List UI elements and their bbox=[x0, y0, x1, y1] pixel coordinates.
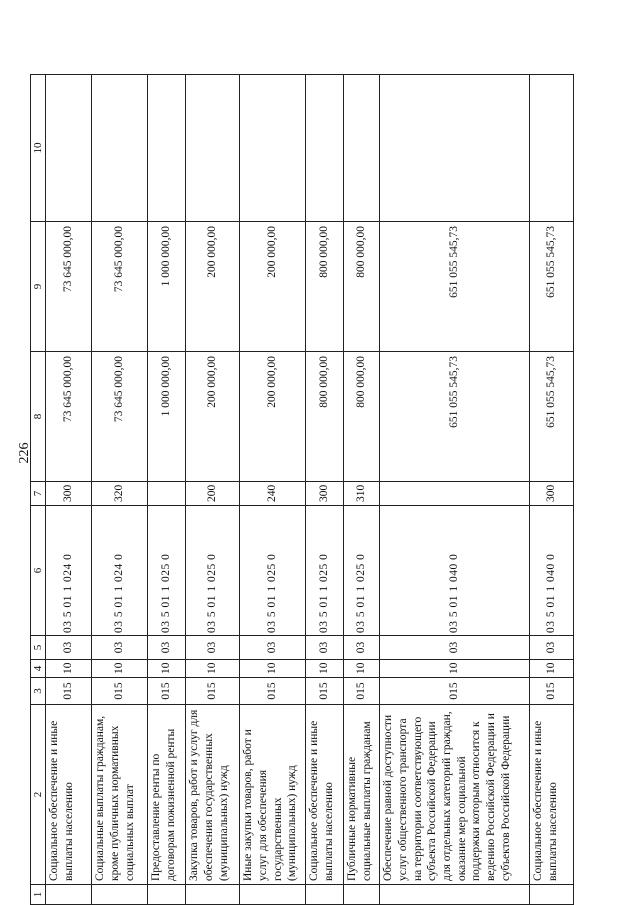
cell-c1 bbox=[344, 885, 380, 905]
table-row bbox=[380, 75, 530, 905]
cell-c4: 10 bbox=[46, 660, 92, 678]
cell-c4: 10 bbox=[92, 660, 148, 678]
cell-c10 bbox=[148, 75, 186, 222]
column-header: 2 bbox=[31, 705, 46, 885]
cell-c3: 015 bbox=[344, 678, 380, 705]
cell-code: 03 5 01 1 025 0 bbox=[148, 506, 186, 636]
cell-c8: 73 645 000,00 bbox=[46, 352, 92, 482]
cell-c9: 73 645 000,00 bbox=[46, 222, 92, 352]
cell-c10 bbox=[92, 75, 148, 222]
cell-c10 bbox=[306, 75, 344, 222]
cell-c3: 015 bbox=[92, 678, 148, 705]
column-number-row bbox=[31, 75, 46, 905]
cell-name: Социальные выплаты гражданам, кроме публичных нормативных социальных выплат bbox=[92, 705, 148, 885]
cell-c7 bbox=[148, 482, 186, 506]
cell-name: Иные закупки товаров, работ и услуг для обеспечения государственных (муниципальных) нужд bbox=[240, 705, 306, 885]
cell-c3: 015 bbox=[148, 678, 186, 705]
cell-c4: 10 bbox=[306, 660, 344, 678]
table-row bbox=[92, 75, 148, 905]
cell-code: 03 5 01 1 025 0 bbox=[344, 506, 380, 636]
cell-c3: 015 bbox=[306, 678, 344, 705]
cell-c7 bbox=[380, 482, 530, 506]
cell-c8: 200 000,00 bbox=[186, 352, 240, 482]
cell-c3: 015 bbox=[240, 678, 306, 705]
cell-c10 bbox=[46, 75, 92, 222]
cell-c10 bbox=[530, 75, 574, 222]
cell-c5: 03 bbox=[186, 636, 240, 660]
column-header: 8 bbox=[31, 352, 46, 482]
cell-c4: 10 bbox=[240, 660, 306, 678]
cell-c7: 310 bbox=[344, 482, 380, 506]
page-number: 226 bbox=[17, 442, 32, 464]
cell-c5: 03 bbox=[306, 636, 344, 660]
column-header: 3 bbox=[31, 678, 46, 705]
cell-c1 bbox=[186, 885, 240, 905]
cell-c7: 320 bbox=[92, 482, 148, 506]
column-header: 1 bbox=[31, 885, 46, 905]
cell-name: Закупка товаров, работ и услуг для обеспечения государственных (муниципальных) нужд bbox=[186, 705, 240, 885]
cell-c5: 03 bbox=[46, 636, 92, 660]
cell-c9: 800 000,00 bbox=[306, 222, 344, 352]
table-row bbox=[148, 75, 186, 905]
cell-c8: 651 055 545,73 bbox=[380, 352, 530, 482]
cell-c8: 200 000,00 bbox=[240, 352, 306, 482]
table-row bbox=[344, 75, 380, 905]
cell-c5: 03 bbox=[92, 636, 148, 660]
cell-c4: 10 bbox=[148, 660, 186, 678]
cell-c5: 03 bbox=[530, 636, 574, 660]
cell-name: Социальное обеспечение и иные выплаты населению bbox=[530, 705, 574, 885]
cell-c10 bbox=[380, 75, 530, 222]
cell-c4: 10 bbox=[530, 660, 574, 678]
cell-c8: 651 055 545,73 bbox=[530, 352, 574, 482]
cell-c4: 10 bbox=[186, 660, 240, 678]
cell-c4: 10 bbox=[380, 660, 530, 678]
column-header: 10 bbox=[31, 75, 46, 222]
cell-c9: 200 000,00 bbox=[186, 222, 240, 352]
cell-c1 bbox=[380, 885, 530, 905]
cell-c3: 015 bbox=[186, 678, 240, 705]
table-row bbox=[46, 75, 92, 905]
cell-c8: 1 000 000,00 bbox=[148, 352, 186, 482]
cell-c9: 800 000,00 bbox=[344, 222, 380, 352]
cell-c9: 651 055 545,73 bbox=[380, 222, 530, 352]
cell-code: 03 5 01 1 025 0 bbox=[240, 506, 306, 636]
cell-c8: 800 000,00 bbox=[306, 352, 344, 482]
cell-c10 bbox=[344, 75, 380, 222]
budget-table bbox=[30, 74, 574, 905]
cell-name: Обеспечение равной доступности услуг общественного транспорта на территории соответствующего субъекта Российской Федерации для отдельных категорий граждан, оказание мер социальной поддержки которым относится к ведению Российской Федерации и субъектов Российской Федерации bbox=[380, 705, 530, 885]
cell-code: 03 5 01 1 040 0 bbox=[530, 506, 574, 636]
cell-c5: 03 bbox=[344, 636, 380, 660]
cell-code: 03 5 01 1 024 0 bbox=[92, 506, 148, 636]
budget-table-sheet bbox=[30, 75, 559, 905]
column-header: 7 bbox=[31, 482, 46, 506]
cell-c1 bbox=[92, 885, 148, 905]
column-header: 5 bbox=[31, 636, 46, 660]
cell-c3: 015 bbox=[530, 678, 574, 705]
cell-c9: 200 000,00 bbox=[240, 222, 306, 352]
cell-c7: 300 bbox=[46, 482, 92, 506]
cell-c1 bbox=[306, 885, 344, 905]
cell-c7: 300 bbox=[530, 482, 574, 506]
cell-c1 bbox=[46, 885, 92, 905]
cell-c7: 300 bbox=[306, 482, 344, 506]
cell-c5: 03 bbox=[148, 636, 186, 660]
column-header: 4 bbox=[31, 660, 46, 678]
cell-c5: 03 bbox=[380, 636, 530, 660]
cell-c5: 03 bbox=[240, 636, 306, 660]
cell-c8: 73 645 000,00 bbox=[92, 352, 148, 482]
cell-c1 bbox=[240, 885, 306, 905]
table-row bbox=[240, 75, 306, 905]
cell-c10 bbox=[186, 75, 240, 222]
cell-c1 bbox=[148, 885, 186, 905]
cell-c1 bbox=[530, 885, 574, 905]
cell-name: Публичные нормативные социальные выплаты гражданам bbox=[344, 705, 380, 885]
cell-name: Предоставление ренты по договорам пожизненной ренты bbox=[148, 705, 186, 885]
cell-name: Социальное обеспечение и иные выплаты населению bbox=[306, 705, 344, 885]
cell-code: 03 5 01 1 040 0 bbox=[380, 506, 530, 636]
column-header: 6 bbox=[31, 506, 46, 636]
table-row bbox=[186, 75, 240, 905]
cell-code: 03 5 01 1 024 0 bbox=[46, 506, 92, 636]
cell-c3: 015 bbox=[46, 678, 92, 705]
cell-c9: 1 000 000,00 bbox=[148, 222, 186, 352]
cell-c9: 651 055 545,73 bbox=[530, 222, 574, 352]
cell-code: 03 5 01 1 025 0 bbox=[306, 506, 344, 636]
cell-code: 03 5 01 1 025 0 bbox=[186, 506, 240, 636]
table-row bbox=[306, 75, 344, 905]
table-row bbox=[530, 75, 574, 905]
cell-c10 bbox=[240, 75, 306, 222]
cell-c7: 240 bbox=[240, 482, 306, 506]
cell-c7: 200 bbox=[186, 482, 240, 506]
cell-c3: 015 bbox=[380, 678, 530, 705]
column-header: 9 bbox=[31, 222, 46, 352]
cell-name: Социальное обеспечение и иные выплаты населению bbox=[46, 705, 92, 885]
cell-c8: 800 000,00 bbox=[344, 352, 380, 482]
cell-c9: 73 645 000,00 bbox=[92, 222, 148, 352]
cell-c4: 10 bbox=[344, 660, 380, 678]
